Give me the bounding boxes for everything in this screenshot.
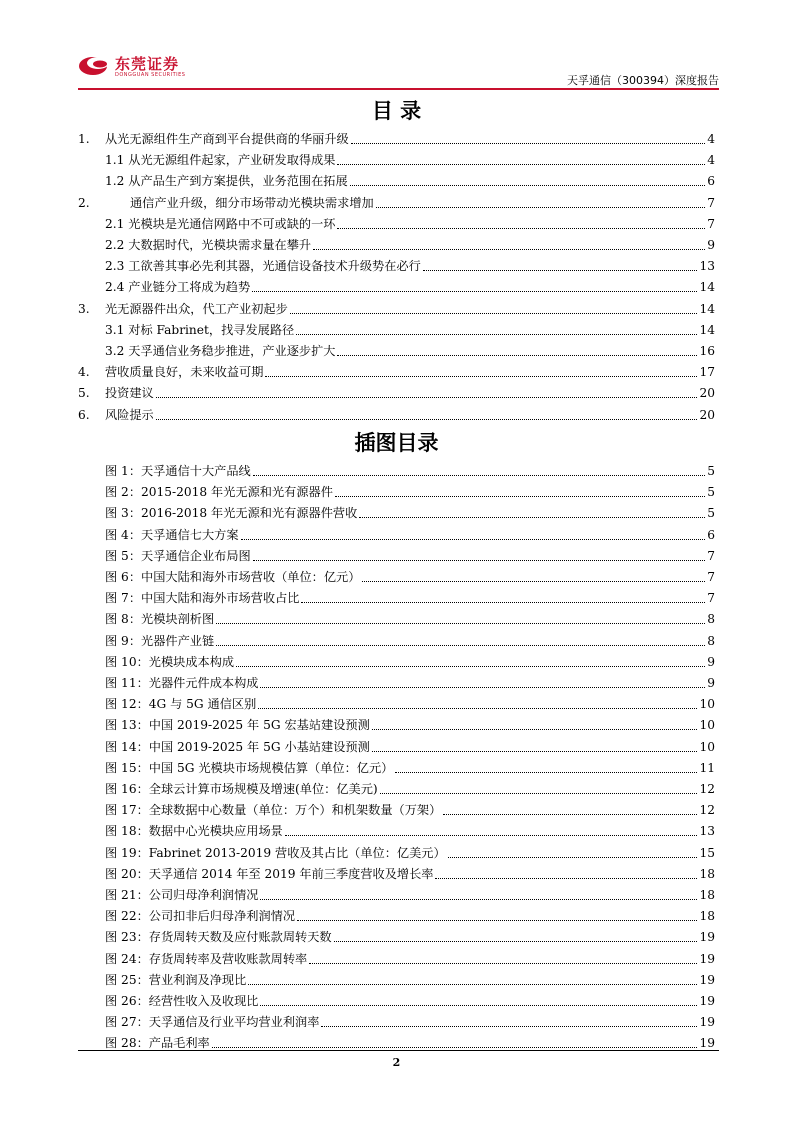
- entry-label: 营收质量良好，未来收益可期: [105, 365, 264, 380]
- entry-label: 图 22：公司扣非后归母净利润情况: [105, 909, 296, 924]
- leader-dots: [334, 941, 698, 942]
- entry-page-number: 9: [707, 238, 715, 252]
- entry-page-number: 7: [707, 216, 715, 231]
- entry-label: 图 8：光模块剖析图: [105, 612, 215, 627]
- leader-dots: [296, 334, 697, 335]
- toc-entry[interactable]: [78, 406, 715, 424]
- entry-page-number: 14: [699, 280, 715, 295]
- leader-dots: [435, 878, 697, 879]
- entry-label: 图 6：中国大陆和海外市场营收（单位：亿元）: [105, 570, 361, 584]
- leader-dots: [395, 772, 697, 773]
- leader-dots: [290, 313, 698, 314]
- toc-entry[interactable]: [105, 483, 715, 501]
- entry-number: 6.: [78, 407, 90, 422]
- toc-entry[interactable]: [78, 363, 715, 381]
- entry-label: 图 27：天孚通信及行业平均营业利润率: [105, 1015, 320, 1030]
- page-header: [78, 50, 719, 88]
- entry-label: 图 13：中国 2019-2025 年 5G 宏基站建设预测: [105, 718, 370, 733]
- entry-label: 图 15：中国 5G 光模块市场规模估算（单位：亿元）: [105, 760, 394, 775]
- toc-entry[interactable]: [105, 928, 715, 946]
- entry-label: 图 17：全球数据中心数量（单位：万个）和机架数量（万架）: [105, 803, 442, 818]
- entry-label: 图 7：中国大陆和海外市场营收占比: [105, 591, 300, 606]
- page-number: 2: [392, 1056, 401, 1069]
- entry-page-number: 18: [699, 866, 715, 881]
- entry-page-number: 5: [707, 464, 715, 478]
- entry-number: 3.: [78, 301, 90, 316]
- entry-label: 风险提示: [105, 407, 154, 422]
- report-title: 天孚通信（300394）深度报告: [567, 74, 719, 87]
- entry-page-number: 17: [699, 365, 715, 380]
- toc-entry[interactable]: [105, 759, 715, 777]
- leader-dots: [285, 835, 698, 836]
- toc-entry[interactable]: [105, 589, 715, 607]
- entry-label: 2.3 工欲善其事必先利其器，光通信设备技术升级势在必行: [105, 259, 421, 274]
- toc-entry[interactable]: [105, 1013, 715, 1031]
- toc-entry[interactable]: [105, 547, 715, 565]
- entry-page-number: 19: [699, 930, 715, 945]
- entry-page-number: 15: [699, 845, 715, 860]
- entry-label: 图 24：存货周转率及营收账款周转率: [105, 951, 308, 966]
- leader-dots: [265, 376, 697, 377]
- toc-entry[interactable]: [105, 321, 715, 339]
- entry-label: 图 10：光模块成本构成: [105, 654, 235, 669]
- toc-entry[interactable]: [105, 992, 715, 1010]
- entry-page-number: 19: [699, 994, 715, 1008]
- entry-page-number: 12: [699, 803, 715, 818]
- entry-label: 2.2 大数据时代，光模块需求量在攀升: [105, 238, 312, 252]
- leader-dots: [309, 963, 697, 964]
- entry-label: 从光无源组件生产商到平台提供商的华丽升级: [105, 132, 349, 146]
- entry-page-number: 4: [707, 132, 715, 146]
- toc-entry[interactable]: [105, 462, 715, 480]
- entry-page-number: 7: [707, 195, 715, 210]
- entry-page-number: 16: [699, 344, 715, 358]
- entry-page-number: 8: [707, 612, 715, 627]
- logo-icon: [78, 52, 112, 78]
- entry-page-number: 5: [707, 506, 715, 521]
- entry-label: 2.1 光模块是光通信网路中不可或缺的一环: [105, 216, 336, 231]
- entry-page-number: 7: [707, 548, 715, 563]
- leader-dots: [216, 623, 705, 624]
- entry-page-number: 6: [707, 174, 715, 189]
- leader-dots: [297, 920, 697, 921]
- entry-label: 图 26：经营性收入及收现比: [105, 994, 259, 1008]
- leader-dots: [301, 602, 705, 603]
- leader-dots: [260, 687, 705, 688]
- leader-dots: [362, 581, 705, 582]
- leader-dots: [351, 143, 705, 144]
- toc-heading: 目 录: [371, 99, 422, 123]
- entry-page-number: 13: [699, 824, 715, 839]
- entry-page-number: 10: [699, 718, 715, 733]
- entry-label: 图 3：2016-2018 年光无源和光有源器件营收: [105, 506, 358, 521]
- toc-entry[interactable]: [105, 674, 715, 692]
- entry-page-number: 7: [707, 591, 715, 606]
- leader-dots: [372, 751, 698, 752]
- toc-entry[interactable]: [105, 780, 715, 798]
- entry-label: 光无源器件出众，代工产业初起步: [105, 301, 288, 316]
- entry-page-number: 8: [707, 633, 715, 648]
- toc-entry[interactable]: [105, 278, 715, 296]
- entry-label: 图 11：光器件元件成本构成: [105, 676, 259, 690]
- entry-page-number: 19: [699, 972, 715, 987]
- toc-entry[interactable]: [105, 653, 715, 671]
- entry-page-number: 6: [707, 527, 715, 542]
- leader-dots: [253, 475, 706, 476]
- leader-dots: [335, 496, 705, 497]
- leader-dots: [252, 291, 697, 292]
- entry-number: 2.: [78, 195, 90, 210]
- toc-entry[interactable]: [105, 695, 715, 713]
- entry-page-number: 10: [699, 697, 715, 712]
- leader-dots: [376, 207, 705, 208]
- leader-dots: [337, 228, 705, 229]
- entry-label: 图 9：光器件产业链: [105, 633, 215, 648]
- leader-dots: [350, 185, 706, 186]
- toc-entry[interactable]: [78, 194, 715, 212]
- entry-page-number: 19: [699, 1015, 715, 1030]
- toc-entry[interactable]: [105, 971, 715, 989]
- footer-divider: [78, 1050, 719, 1051]
- entry-page-number: 13: [699, 259, 715, 274]
- entry-label: 图 12：4G 与 5G 通信区别: [105, 697, 257, 712]
- entry-number: 5.: [78, 386, 90, 401]
- toc-entry[interactable]: [105, 907, 715, 925]
- entry-page-number: 4: [707, 153, 715, 168]
- entry-page-number: 7: [707, 570, 715, 584]
- entry-label: 2.4 产业链分工将成为趋势: [105, 280, 251, 295]
- entry-label: 图 20：天孚通信 2014 年至 2019 年前三季度营收及增长率: [105, 866, 434, 881]
- entry-page-number: 12: [699, 782, 715, 796]
- entry-label: 图 16：全球云计算市场规模及增速(单位：亿美元): [105, 782, 378, 796]
- entry-page-number: 11: [699, 760, 715, 775]
- entry-page-number: 10: [699, 739, 715, 754]
- leader-dots: [359, 517, 705, 518]
- entry-page-number: 5: [707, 485, 715, 500]
- leader-dots: [216, 645, 705, 646]
- leader-dots: [321, 1026, 697, 1027]
- toc-entry[interactable]: [78, 130, 715, 148]
- toc-entry[interactable]: [105, 738, 715, 756]
- leader-dots: [260, 899, 697, 900]
- toc-entry[interactable]: [105, 865, 715, 883]
- entry-page-number: 9: [707, 676, 715, 690]
- logo-subtext: DONGGUAN SECURITIES: [115, 72, 186, 78]
- toc-entry[interactable]: [105, 526, 715, 544]
- leader-dots: [258, 708, 697, 709]
- header-divider: [78, 88, 719, 90]
- leader-dots: [236, 666, 705, 667]
- leader-dots: [313, 249, 705, 250]
- entry-label: 通信产业升级，细分市场带动光模块需求增加: [130, 195, 374, 210]
- entry-page-number: 20: [699, 407, 715, 422]
- toc-entry[interactable]: [105, 151, 715, 169]
- leader-dots: [448, 857, 698, 858]
- leader-dots: [372, 729, 698, 730]
- toc-entry[interactable]: [105, 568, 715, 586]
- company-logo: [78, 52, 218, 82]
- entry-number: 1.: [78, 132, 90, 146]
- entry-label: 图 14：中国 2019-2025 年 5G 小基站建设预测: [105, 739, 370, 754]
- toc-entry[interactable]: [105, 822, 715, 840]
- leader-dots: [337, 164, 705, 165]
- entry-label: 图 18：数据中心光模块应用场景: [105, 824, 283, 839]
- leader-dots: [337, 355, 697, 356]
- toc-entry[interactable]: [105, 886, 715, 904]
- entry-label: 图 23：存货周转天数及应付账款周转天数: [105, 930, 332, 945]
- entry-page-number: 9: [707, 654, 715, 669]
- entry-label: 3.2 天孚通信业务稳步推进，产业逐步扩大: [105, 344, 336, 358]
- leader-dots: [156, 397, 698, 398]
- toc-entry[interactable]: [105, 215, 715, 233]
- toc-entry[interactable]: [105, 504, 715, 522]
- entry-page-number: 19: [699, 1036, 715, 1051]
- entry-number: 4.: [78, 365, 90, 380]
- toc-entry[interactable]: [105, 257, 715, 275]
- leader-dots: [443, 814, 697, 815]
- leader-dots: [248, 984, 697, 985]
- entry-label: 图 2：2015-2018 年光无源和光有源器件: [105, 485, 333, 500]
- logo-text: 东莞证券: [115, 55, 180, 73]
- leader-dots: [423, 270, 698, 271]
- entry-label: 图 28：产品毛利率: [105, 1036, 210, 1051]
- leader-dots: [212, 1047, 698, 1048]
- entry-label: 3.1 对标 Fabrinet，找寻发展路径: [105, 322, 295, 337]
- entry-label: 1.2 从产品生产到方案提供，业务范围在拓展: [105, 174, 348, 189]
- figures-heading: 插图目录: [354, 431, 439, 455]
- entry-page-number: 18: [699, 888, 715, 902]
- entry-label: 图 21：公司归母净利润情况: [105, 888, 259, 902]
- leader-dots: [260, 1005, 697, 1006]
- entry-page-number: 19: [699, 951, 715, 966]
- entry-page-number: 14: [699, 322, 715, 337]
- entry-label: 投资建议: [105, 386, 154, 401]
- toc-entry[interactable]: [105, 610, 715, 628]
- entry-label: 图 4：天孚通信七大方案: [105, 527, 239, 542]
- entry-page-number: 20: [699, 386, 715, 401]
- toc-entry[interactable]: [105, 236, 715, 254]
- entry-label: 图 19：Fabrinet 2013-2019 营收及其占比（单位：亿美元）: [105, 845, 446, 860]
- entry-label: 图 5：天孚通信企业布局图: [105, 548, 251, 563]
- toc-entry[interactable]: [105, 801, 715, 819]
- toc-entry[interactable]: [78, 300, 715, 318]
- toc-entry[interactable]: [105, 950, 715, 968]
- toc-entry[interactable]: [105, 716, 715, 734]
- toc-entry[interactable]: [105, 172, 715, 190]
- entry-label: 1.1 从光无源组件起家，产业研发取得成果: [105, 153, 336, 168]
- toc-entry[interactable]: [78, 384, 715, 402]
- entry-page-number: 18: [699, 909, 715, 924]
- leader-dots: [241, 539, 706, 540]
- toc-entry[interactable]: [105, 342, 715, 360]
- leader-dots: [156, 419, 698, 420]
- entry-label: 图 25：营业利润及净现比: [105, 972, 247, 987]
- leader-dots: [253, 560, 706, 561]
- entry-page-number: 14: [699, 301, 715, 316]
- entry-label: 图 1：天孚通信十大产品线: [105, 464, 251, 478]
- leader-dots: [380, 793, 698, 794]
- toc-entry[interactable]: [105, 632, 715, 650]
- toc-entry[interactable]: [105, 844, 715, 862]
